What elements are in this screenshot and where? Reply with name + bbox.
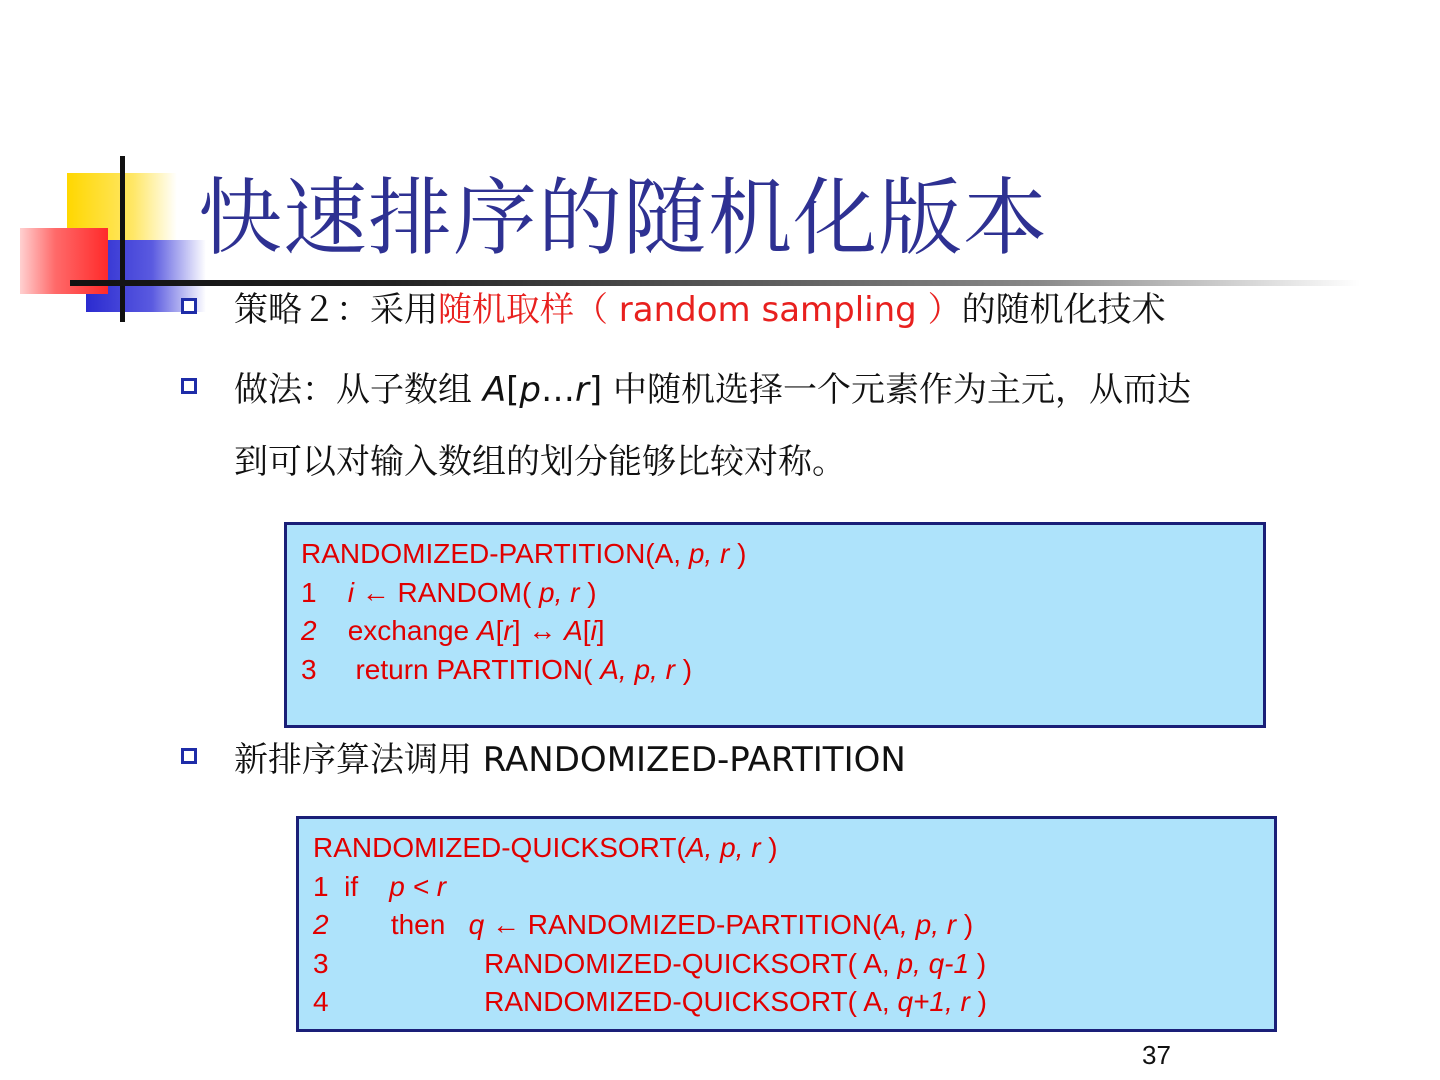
bullet-new-algorithm: 新排序算法调用 RANDOMIZED-PARTITION bbox=[234, 740, 906, 780]
code-token: p, r bbox=[688, 538, 730, 569]
strategy-highlight: 随机取样（ random sampling ） bbox=[438, 290, 962, 330]
code-token: exchange bbox=[316, 615, 477, 646]
code-line bbox=[313, 983, 1260, 1022]
code-token: ) bbox=[674, 653, 693, 685]
code-token: A bbox=[476, 615, 496, 646]
code-token: [ bbox=[495, 615, 504, 646]
bullet-strategy bbox=[234, 290, 1166, 330]
code-token: ) bbox=[760, 832, 778, 863]
code-line bbox=[313, 906, 1260, 945]
code-token: 2 bbox=[313, 909, 329, 940]
code-token: ) bbox=[969, 947, 987, 979]
code-token: 3 return PARTITION( bbox=[301, 653, 601, 685]
logo-vertical-line bbox=[120, 156, 125, 322]
code-box-randomized-partition bbox=[284, 522, 1266, 728]
code-token: q bbox=[468, 909, 485, 940]
index-p: p bbox=[519, 370, 541, 410]
bracket-open: [ bbox=[506, 370, 520, 410]
bullet-marker bbox=[181, 298, 197, 314]
code-token: 2 bbox=[301, 615, 317, 646]
code-token: p, q-1 bbox=[897, 947, 970, 979]
ellipsis: … bbox=[540, 370, 575, 410]
strategy-text-end: 的随机化技术 bbox=[961, 290, 1166, 330]
method-text: 做法：从子数组 bbox=[234, 370, 483, 410]
index-r: r bbox=[574, 370, 589, 410]
slide-title: 快速排序的随机化版本 bbox=[198, 169, 1049, 267]
page-number: 37 bbox=[1142, 1040, 1171, 1070]
bullet-marker bbox=[181, 748, 197, 764]
code-token: i bbox=[590, 615, 597, 646]
code-line bbox=[301, 574, 1249, 613]
code-box-randomized-quicksort bbox=[296, 816, 1277, 1032]
code-token: RANDOMIZED-QUICKSORT( bbox=[313, 832, 686, 863]
strategy-text: 策略２：采用 bbox=[234, 290, 438, 330]
code-line bbox=[301, 651, 1249, 690]
code-token: 4 RANDOMIZED-QUICKSORT( A, bbox=[313, 986, 898, 1017]
code-line bbox=[301, 612, 1249, 651]
code-token: [ bbox=[582, 615, 591, 646]
slide-logo bbox=[0, 0, 220, 340]
code-line bbox=[301, 535, 1249, 574]
bullet-marker bbox=[181, 378, 197, 394]
code-token: ] ↔ bbox=[512, 615, 565, 646]
code-token: 1 bbox=[301, 576, 348, 608]
code-line bbox=[313, 868, 1260, 907]
code-line bbox=[313, 829, 1260, 868]
method-text-end: 中随机选择一个元素作为主元，从而达 bbox=[602, 370, 1191, 410]
code-token: ← RANDOM( bbox=[353, 576, 540, 608]
code-token: A, p, r bbox=[600, 653, 675, 685]
code-token: 3 RANDOMIZED-QUICKSORT( A, bbox=[313, 947, 898, 979]
code-token: q+1, r bbox=[897, 986, 970, 1017]
code-token: A, p, r bbox=[881, 909, 957, 940]
code-token: r bbox=[503, 615, 513, 646]
bullet-method-line1 bbox=[234, 370, 1191, 410]
code-token: 1 if bbox=[313, 870, 390, 902]
bracket-close: ] bbox=[588, 370, 603, 410]
bullet-method-line2: 到可以对输入数组的划分能够比较对称。 bbox=[234, 442, 846, 482]
code-token: ) bbox=[956, 909, 974, 940]
title-underline bbox=[70, 280, 1360, 286]
code-token: p, r bbox=[539, 576, 580, 608]
code-token: A bbox=[564, 615, 583, 646]
code-token: p < r bbox=[389, 870, 447, 902]
code-token: ] bbox=[596, 615, 605, 646]
code-token: ← RANDOMIZED-PARTITION( bbox=[484, 909, 882, 940]
code-token: then bbox=[328, 909, 469, 940]
code-token: A, p, r bbox=[685, 832, 761, 863]
code-token: i bbox=[347, 576, 354, 608]
array-name: A bbox=[482, 370, 507, 410]
code-token: ) bbox=[579, 576, 597, 608]
code-token: ) bbox=[969, 986, 987, 1017]
code-token: ) bbox=[729, 538, 747, 569]
code-line bbox=[313, 945, 1260, 984]
code-token: RANDOMIZED-PARTITION(A, bbox=[301, 538, 689, 569]
